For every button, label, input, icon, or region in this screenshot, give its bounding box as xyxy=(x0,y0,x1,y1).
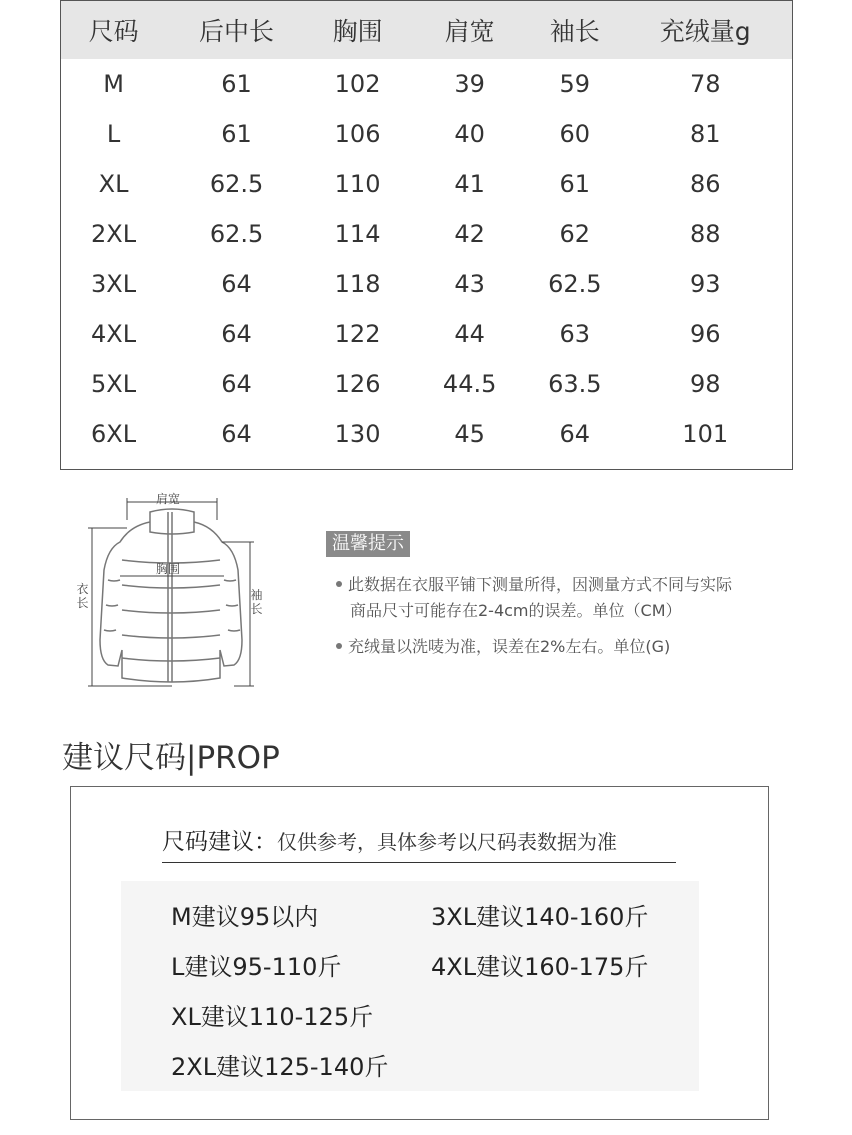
tip-measurement-line2: 商品尺寸可能存在2-4cm的误差。单位（CM） xyxy=(350,601,682,620)
cell-shoulder: 40 xyxy=(454,120,485,148)
cell-shoulder: 44.5 xyxy=(442,370,497,398)
table-row xyxy=(61,259,792,309)
cell-shoulder: 41 xyxy=(454,170,485,198)
cell-size: XL xyxy=(98,170,129,198)
jacket-measurement-diagram xyxy=(72,490,272,690)
length-label: 衣长 xyxy=(76,582,89,610)
header-sleeve: 袖长 xyxy=(549,17,600,46)
cell-size: M xyxy=(103,70,124,98)
cell-back-length: 62.5 xyxy=(209,220,264,248)
cell-sleeve: 59 xyxy=(559,70,591,98)
table-row xyxy=(61,359,792,409)
cell-sleeve: 63 xyxy=(559,320,591,348)
cell-back-length: 62.5 xyxy=(209,170,264,198)
cell-shoulder: 44 xyxy=(454,320,485,348)
cell-chest: 110 xyxy=(334,170,381,198)
size-table-body xyxy=(61,59,792,459)
cell-down-fill: 101 xyxy=(682,420,729,448)
table-row xyxy=(61,309,792,359)
recommendation-item: L建议95-110斤 xyxy=(171,953,342,981)
bullet-dot xyxy=(336,581,342,587)
cell-down-fill: 81 xyxy=(689,120,721,148)
table-row xyxy=(61,159,792,209)
cell-chest: 126 xyxy=(334,370,381,398)
cell-size: 3XL xyxy=(91,270,137,298)
tip-measurement-line1: 此数据在衣服平铺下测量所得，因测量方式不同与实际 xyxy=(348,575,733,594)
cell-size: L xyxy=(106,120,121,148)
table-row xyxy=(61,109,792,159)
recommendation-heading xyxy=(162,823,676,863)
cell-down-fill: 98 xyxy=(689,370,721,398)
recommendation-item: M建议95以内 xyxy=(171,903,319,931)
cell-back-length: 64 xyxy=(221,320,252,348)
cell-sleeve: 64 xyxy=(559,420,591,448)
cell-down-fill: 86 xyxy=(689,170,721,198)
cell-back-length: 64 xyxy=(221,270,252,298)
tips-title: 温馨提示 xyxy=(326,531,410,557)
sleeve-label: 袖长 xyxy=(250,588,263,616)
cell-sleeve: 62 xyxy=(559,220,591,248)
cell-shoulder: 39 xyxy=(454,70,485,98)
cell-shoulder: 45 xyxy=(454,420,485,448)
cell-size: 4XL xyxy=(91,320,137,348)
cell-back-length: 61 xyxy=(221,70,252,98)
cell-back-length: 64 xyxy=(221,370,252,398)
cell-sleeve: 60 xyxy=(559,120,591,148)
jacket-outline-image xyxy=(72,490,272,690)
table-row xyxy=(61,409,792,459)
cell-chest: 102 xyxy=(334,70,381,98)
tip-measurement xyxy=(336,572,816,624)
recommendation-heading-note: 仅供参考，具体参考以尺码表数据为准 xyxy=(277,830,617,854)
cell-size: 6XL xyxy=(91,420,137,448)
recommendation-heading-lead: 尺码建议： xyxy=(162,829,277,855)
shoulder-label: 肩宽 xyxy=(156,492,181,506)
cell-shoulder: 42 xyxy=(454,220,485,248)
cell-size: 2XL xyxy=(91,220,137,248)
cell-chest: 118 xyxy=(334,270,381,298)
size-recommendation-box xyxy=(70,786,769,1120)
cell-sleeve: 61 xyxy=(559,170,591,198)
header-chest: 胸围 xyxy=(332,17,383,46)
recommendation-item: 4XL建议160-175斤 xyxy=(431,953,649,981)
table-row xyxy=(61,209,792,259)
cell-shoulder: 43 xyxy=(454,270,485,298)
cell-down-fill: 78 xyxy=(689,70,721,98)
size-table xyxy=(60,0,793,470)
tip-down-fill-text: 充绒量以洗唛为准，误差在2%左右。单位(G) xyxy=(348,637,671,656)
header-shoulder: 肩宽 xyxy=(444,17,495,46)
section-title: 建议尺码|PROP xyxy=(62,740,280,776)
size-table-header xyxy=(61,1,792,59)
bullet-dot xyxy=(336,643,342,649)
recommendation-item: XL建议110-125斤 xyxy=(171,1003,374,1031)
header-back-length: 后中长 xyxy=(199,17,275,46)
cell-back-length: 64 xyxy=(221,420,252,448)
header-size: 尺码 xyxy=(88,17,139,46)
cell-back-length: 61 xyxy=(221,120,252,148)
recommendation-panel xyxy=(121,881,699,1091)
recommendation-item: 2XL建议125-140斤 xyxy=(171,1053,389,1081)
table-row xyxy=(61,59,792,109)
cell-chest: 114 xyxy=(334,220,381,248)
cell-sleeve: 62.5 xyxy=(548,270,602,298)
cell-sleeve: 63.5 xyxy=(548,370,602,398)
header-down-fill: 充绒量g xyxy=(659,17,751,46)
cell-chest: 106 xyxy=(334,120,381,148)
cell-down-fill: 88 xyxy=(689,220,721,248)
chest-label: 胸围 xyxy=(156,562,181,576)
cell-down-fill: 96 xyxy=(689,320,721,348)
recommendation-item: 3XL建议140-160斤 xyxy=(431,903,649,931)
tip-down-fill xyxy=(336,634,670,660)
cell-chest: 122 xyxy=(334,320,381,348)
cell-size: 5XL xyxy=(91,370,137,398)
cell-chest: 130 xyxy=(334,420,381,448)
cell-down-fill: 93 xyxy=(689,270,721,298)
